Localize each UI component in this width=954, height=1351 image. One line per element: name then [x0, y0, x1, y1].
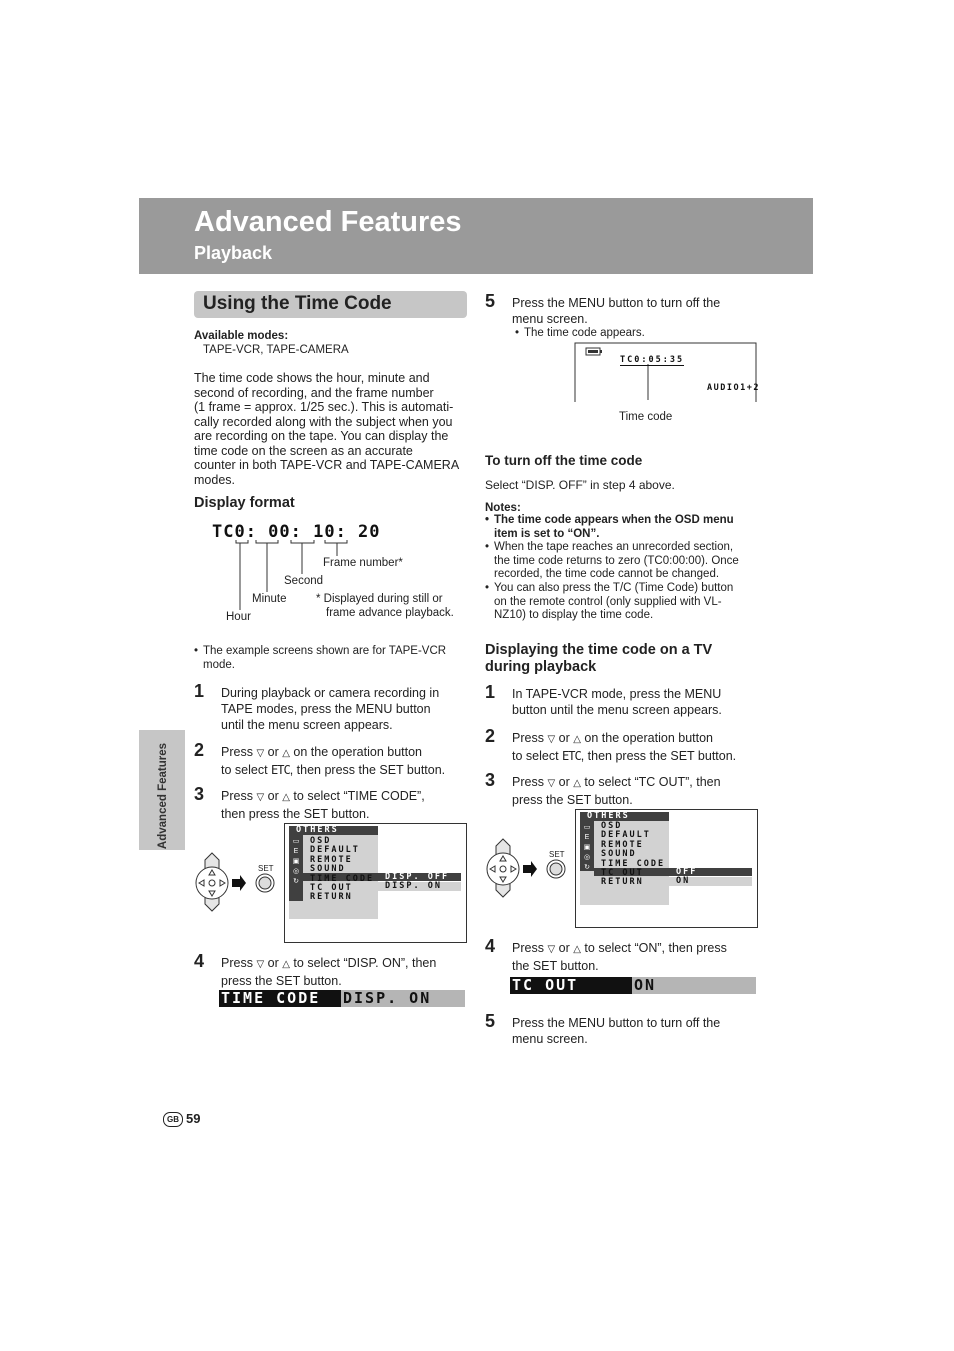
- timecode-screen: [574, 342, 758, 404]
- result-bar-value: ON: [634, 976, 657, 994]
- camera-icon: ▣: [583, 844, 591, 851]
- step5a-bullet: [515, 326, 645, 340]
- press-word: Press: [221, 956, 253, 970]
- menu-item[interactable]: TC OUT: [601, 868, 644, 879]
- intro-line: modes.: [194, 472, 235, 487]
- tv-step5-line: Press the MENU button to turn off the: [512, 1016, 721, 1030]
- label-second: Second: [284, 575, 324, 587]
- up-triangle-icon: △: [282, 959, 290, 970]
- down-triangle-icon: ▽: [256, 792, 265, 803]
- menu-header: OTHERS: [296, 825, 339, 835]
- bracket-minute: [256, 540, 278, 543]
- available-modes-value: TAPE-VCR, TAPE-CAMERA: [203, 344, 349, 356]
- tv-step4-line2: the SET button.: [512, 959, 599, 973]
- step-number: 4: [194, 951, 205, 971]
- screen-caption: Time code: [619, 411, 673, 423]
- step2-text: [221, 744, 445, 778]
- menu-item[interactable]: RETURN: [601, 877, 644, 888]
- step5a-line: Press the MENU button to turn off the: [512, 296, 721, 310]
- step-number: 4: [485, 936, 496, 956]
- intro-paragraph: [194, 371, 469, 487]
- tv-heading-line: during playback: [485, 659, 597, 675]
- result-bar-left: [219, 990, 341, 1007]
- tv-step2-select: to select: [512, 749, 559, 763]
- page-number: 59: [186, 1111, 201, 1126]
- step2-select: to select: [221, 763, 268, 777]
- tv-step4-tail: to select “ON”, then press: [584, 941, 727, 955]
- step1-line: During playback or camera recording in: [221, 686, 440, 700]
- note-line: When the tape reaches an unrecorded section,: [494, 541, 734, 554]
- tape-icon: ▭: [292, 838, 300, 845]
- tv-step3-tail: to select “TC OUT”, then: [584, 775, 721, 789]
- step-number: 2: [485, 726, 496, 746]
- or-word: or: [267, 789, 279, 803]
- step-number: 1: [194, 681, 205, 701]
- step5a-bullet-text: • The time code appears.: [515, 326, 645, 340]
- example-note-line: mode.: [203, 659, 235, 671]
- step2-tail: on the operation button: [293, 745, 422, 759]
- result-bar-label: TC OUT: [512, 976, 579, 994]
- tv-step2-end: , then press the SET button.: [580, 749, 737, 763]
- result-bar-right: [341, 990, 465, 1007]
- region-badge: GB: [163, 1112, 183, 1127]
- note-item: [485, 541, 739, 582]
- set-button: [550, 863, 562, 875]
- return-icon: ↻: [584, 864, 590, 871]
- setting-icon: ◎: [583, 854, 591, 861]
- label-frame-number: Frame number*: [323, 557, 403, 569]
- menu-header: OTHERS: [587, 811, 630, 821]
- step-number: 3: [485, 770, 496, 790]
- tv-step2-text: [512, 730, 736, 764]
- or-word: or: [558, 941, 570, 955]
- control-illustration: [192, 850, 282, 916]
- note-line: the time code returns to zero (TC0:00:00). Once: [494, 554, 739, 567]
- note-line: on the remote control (only supplied with VL-: [494, 595, 722, 608]
- press-word: Press: [221, 789, 253, 803]
- submenu-item[interactable]: DISP. OFF: [385, 872, 450, 882]
- down-triangle-icon: ▽: [547, 778, 556, 789]
- tv-heading-line: Displaying the time code on a TV: [485, 642, 713, 658]
- or-word: or: [267, 745, 279, 759]
- screen-timecode: TC0:05:35: [620, 355, 685, 365]
- section-title: Using the Time Code: [203, 293, 392, 314]
- menu-item[interactable]: DEFAULT: [310, 845, 360, 856]
- side-tab-label: Advanced Features: [157, 742, 169, 850]
- up-triangle-icon: △: [282, 748, 290, 759]
- result-bar-label: TIME CODE: [221, 989, 321, 1007]
- submenu-item[interactable]: DISP. ON: [385, 881, 442, 892]
- note-line: item is set to “ON”.: [494, 527, 600, 540]
- note-line: recorded, the time code cannot be changed.: [494, 568, 720, 581]
- menu-items: [310, 837, 374, 903]
- down-triangle-icon: ▽: [547, 944, 556, 955]
- etc-icon: ETC: [271, 763, 290, 777]
- intro-line: (1 frame = approx. 1/25 sec.). This is automati-: [194, 400, 454, 414]
- menu-item[interactable]: SOUND: [310, 864, 346, 875]
- menu-item[interactable]: TIME CODE: [601, 858, 666, 869]
- step3-text: [221, 788, 425, 822]
- intro-line: second of recording, and the frame number: [194, 385, 434, 400]
- tv-step1-line: button until the menu screen appears.: [512, 703, 722, 717]
- result-bar-value: DISP. ON: [343, 989, 432, 1007]
- up-triangle-icon: △: [573, 778, 581, 789]
- result-bar-left: [510, 977, 632, 994]
- step1-text: [221, 685, 439, 733]
- operation-center: [209, 880, 215, 886]
- tv-step4-text: [512, 940, 727, 974]
- step5a-text: [512, 295, 720, 327]
- battery-level: [588, 350, 598, 353]
- down-triangle-icon: ▽: [256, 959, 265, 970]
- step4-tail: to select “DISP. ON”, then: [293, 956, 437, 970]
- intro-line: time code on the screen as an accurate: [194, 443, 413, 458]
- step5a-line: menu screen.: [512, 312, 588, 326]
- tv-step5-line: menu screen.: [512, 1032, 588, 1046]
- operation-center: [500, 866, 506, 872]
- menu-item[interactable]: DEFAULT: [601, 830, 651, 841]
- menu-item[interactable]: SOUND: [601, 849, 637, 860]
- step-number: 5: [485, 291, 496, 311]
- camera-icon: ▣: [292, 858, 300, 865]
- or-word: or: [558, 731, 570, 745]
- press-word: Press: [512, 775, 544, 789]
- note-line: You can also press the T/C (Time Code) button: [494, 581, 734, 594]
- intro-line: The time code shows the hour, minute and: [194, 371, 430, 385]
- submenu-item[interactable]: ON: [676, 876, 691, 887]
- press-word: Press: [221, 745, 253, 759]
- etc-icon: E: [584, 834, 590, 841]
- step3-line2: then press the SET button.: [221, 807, 370, 821]
- menu-item[interactable]: OSD: [310, 836, 332, 846]
- menu-item[interactable]: REMOTE: [310, 854, 353, 865]
- note-item: [485, 582, 739, 623]
- tv-step3-line2: press the SET button.: [512, 793, 633, 807]
- bracket-hour: [236, 540, 248, 543]
- menu-item[interactable]: REMOTE: [601, 839, 644, 850]
- intro-line: cally recorded along with the subject when you: [194, 414, 453, 429]
- bracket-frame: [325, 540, 347, 543]
- screen-audio: AUDIO1+2: [707, 383, 760, 393]
- step-number: 2: [194, 740, 205, 760]
- intro-line: are recording on the tape. You can display the: [194, 429, 449, 443]
- press-word: Press: [512, 941, 544, 955]
- example-note-text: [194, 644, 469, 672]
- note-item: [485, 514, 739, 541]
- tv-step1-line: In TAPE-VCR mode, press the MENU: [512, 687, 722, 701]
- etc-icon: ETC: [562, 749, 581, 763]
- page-subtitle: Playback: [194, 243, 273, 263]
- arrow-right-icon: [232, 875, 246, 891]
- step4-text: [221, 955, 436, 989]
- step3-tail: to select “TIME CODE”,: [293, 789, 425, 803]
- turn-off-text: Select “DISP. OFF” in step 4 above.: [485, 478, 675, 492]
- up-triangle-icon: △: [573, 944, 581, 955]
- available-modes-label: Available modes:: [194, 330, 289, 342]
- notes-list: [485, 514, 739, 623]
- submenu-items: [676, 868, 697, 887]
- page-title: Advanced Features: [194, 206, 462, 238]
- step-number: 3: [194, 784, 205, 804]
- example-note: [194, 644, 469, 672]
- intro-line: counter in both TAPE-VCR and TAPE-CAMERA: [194, 458, 460, 472]
- tv-heading: [485, 642, 712, 676]
- etc-icon: E: [293, 848, 299, 855]
- set-button: [259, 877, 271, 889]
- menu-item[interactable]: OSD: [601, 821, 623, 831]
- step2-end: , then press the SET button.: [289, 763, 446, 777]
- menu-items: [601, 822, 665, 888]
- menu-icons: [291, 837, 301, 887]
- menu-item[interactable]: RETURN: [310, 892, 353, 903]
- example-note-line: The example screens shown are for TAPE-VCR: [203, 645, 447, 657]
- display-format-heading: Display format: [194, 495, 295, 511]
- or-word: or: [267, 956, 279, 970]
- menu-item[interactable]: TC OUT: [310, 883, 353, 894]
- down-triangle-icon: ▽: [547, 734, 556, 745]
- set-label: SET: [258, 864, 274, 873]
- down-triangle-icon: ▽: [256, 748, 265, 759]
- press-word: Press: [512, 731, 544, 745]
- control-illustration: [483, 836, 573, 902]
- label-minute: Minute: [252, 593, 287, 605]
- tv-step1-text: [512, 686, 722, 718]
- bracket-second: [291, 540, 314, 543]
- tv-step2-tail: on the operation button: [584, 731, 713, 745]
- note-line: NZ10) to display the time code.: [494, 609, 654, 622]
- battery-tip: [600, 350, 602, 353]
- footnote-line: frame advance playback.: [326, 607, 454, 619]
- arrow-right-icon: [523, 861, 537, 877]
- menu-item[interactable]: TIME CODE: [310, 873, 375, 884]
- submenu-item[interactable]: OFF: [676, 867, 698, 877]
- note-line: The time code appears when the OSD menu: [494, 514, 734, 526]
- return-icon: ↻: [293, 878, 299, 885]
- notes-label: Notes:: [485, 502, 521, 514]
- menu-icons: [582, 823, 592, 873]
- tv-step3-text: [512, 774, 721, 808]
- label-hour: Hour: [226, 611, 251, 623]
- step-number: 1: [485, 682, 496, 702]
- timecode-format: TC0: 00: 10: 20: [212, 522, 381, 542]
- turn-off-heading: To turn off the time code: [485, 453, 643, 468]
- result-bar-right: [632, 977, 756, 994]
- tape-icon: ▭: [583, 824, 591, 831]
- submenu-items: [385, 873, 449, 892]
- screen-frame: [575, 343, 756, 402]
- step1-line: until the menu screen appears.: [221, 718, 393, 732]
- set-label: SET: [549, 850, 565, 859]
- or-word: or: [558, 775, 570, 789]
- step1-line: TAPE modes, press the MENU button: [221, 702, 431, 716]
- footnote-line: * Displayed during still or: [316, 593, 443, 605]
- setting-icon: ◎: [292, 868, 300, 875]
- step4-line2: press the SET button.: [221, 974, 342, 988]
- up-triangle-icon: △: [282, 792, 290, 803]
- tv-step5-text: [512, 1015, 720, 1047]
- up-triangle-icon: △: [573, 734, 581, 745]
- step-number: 5: [485, 1011, 496, 1031]
